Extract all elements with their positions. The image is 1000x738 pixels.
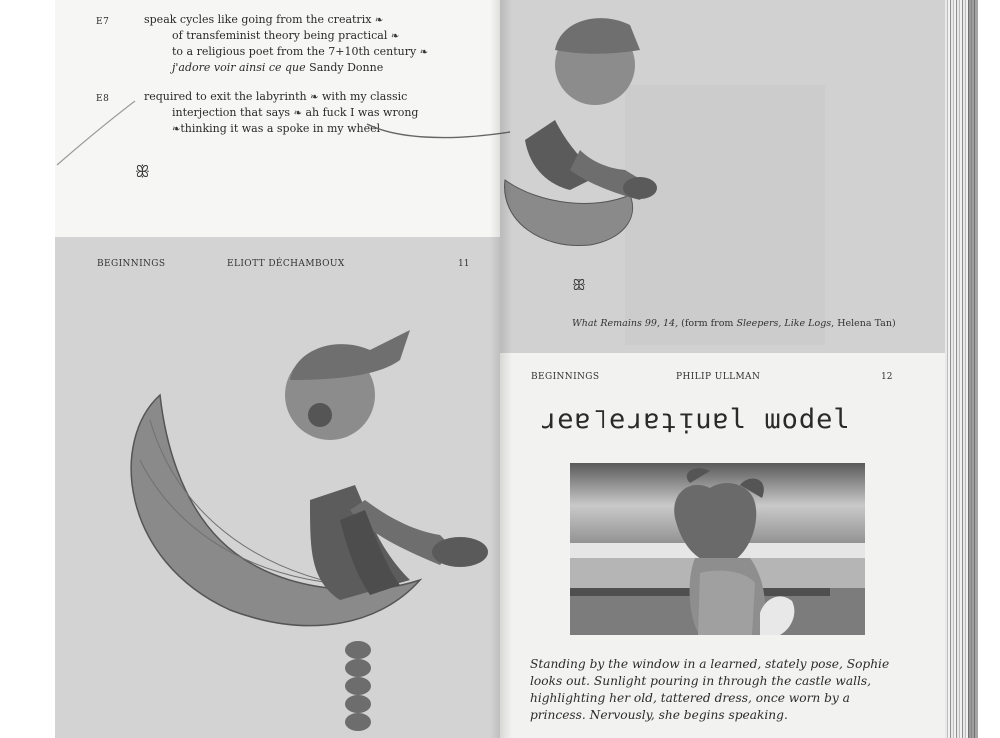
flourish-icon: ❧ [390,31,400,42]
photograph [570,463,865,635]
boy-on-crescent-illustration [110,320,500,738]
stanza-number-e7: E7 [96,17,110,27]
ornament-icon: ꕥ [572,276,586,294]
poem-line: to a religious poet from the 7+10th century ❧ [172,45,429,58]
poem-line: speak cycles like going from the creatrix ❧ [144,13,384,26]
book-gutter [490,0,512,738]
poem-line: of transfeminist theory being practical ❧ [172,29,400,42]
poem-line: required to exit the labyrinth ❧ with my classic [144,90,408,103]
poem-line: ❧thinking it was a spoke in my wheel [172,122,381,135]
running-head-section: BEGINNINGS [97,259,166,269]
running-head-author: ELIOTT DÉCHAMBOUX [227,259,345,269]
body-paragraph: Standing by the window in a learned, stately pose, Sophie looks out. Sunlight pouring in through the castle walls, highlighting her old, tattered dress, once worn by a princess. Nervously, she begins speaking. [530,657,890,722]
flourish-icon: ❧ [419,47,429,58]
stanza-number-e8: E8 [96,94,110,104]
poem-line: j'adore voir ainsi ce que Sandy Donne [172,61,384,74]
page-number: 12 [881,372,893,382]
flourish-icon: ❧ [172,124,181,135]
pencil-stroke [55,95,145,170]
book-edge-shadow [968,0,978,738]
boy-on-crescent-illustration-top [500,10,670,250]
page-title: ɹeɐ˥eɹɐʇᴉuɐl ɯodel [540,404,851,435]
flourish-icon: ❧ [293,108,302,119]
page-number: 11 [458,259,470,269]
running-head-author: PHILIP ULLMAN [676,372,761,382]
ornament-icon: ꕥ [135,162,150,181]
poem-line: interjection that says ❧ ah fuck I was wrong [172,106,419,119]
image-caption: What Remains 99, 14, (form from Sleepers, Like Logs, Helena Tan) [572,318,896,329]
running-head-section: BEGINNINGS [531,372,600,382]
flourish-icon: ❧ [374,15,384,26]
flourish-icon: ❧ [310,92,319,103]
